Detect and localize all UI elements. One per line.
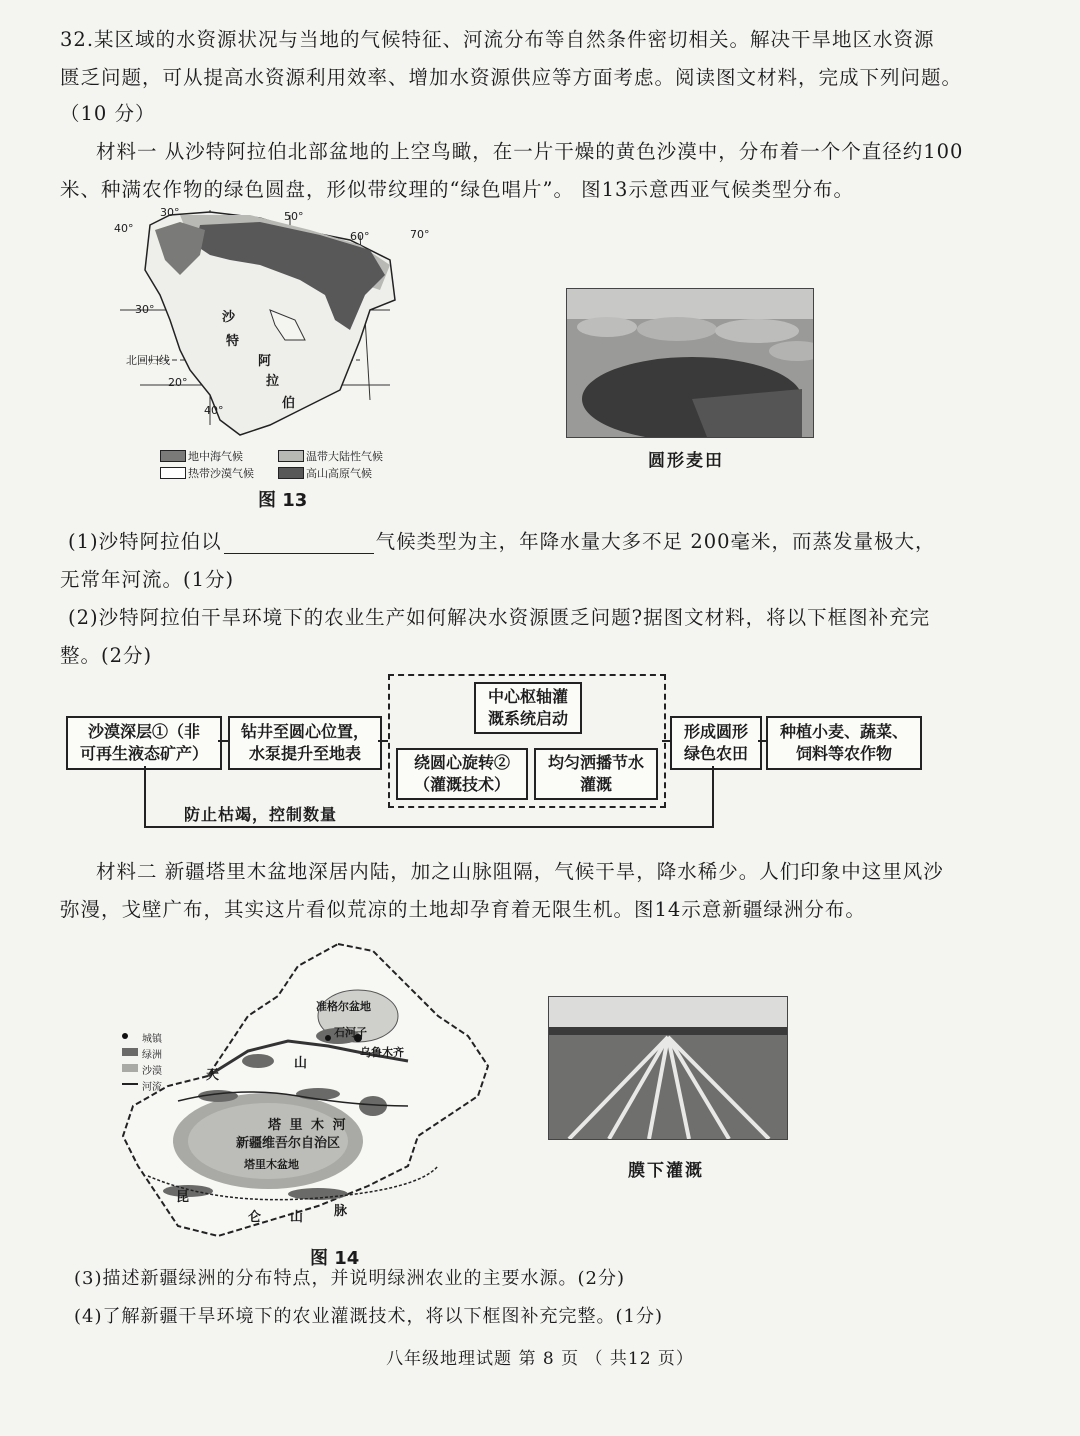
question-intro-line1: 32.某区域的水资源状况与当地的气候特征、河流分布等自然条件密切相关。解决干旱地区水资源 (60, 28, 935, 51)
figure14-caption: 图 14 (310, 1248, 360, 1269)
tianshan-char-2: 山 (294, 1056, 308, 1071)
q1-part2: 气候类型为主，年降水量大多不足 200毫米，而蒸发量极大， (375, 530, 936, 553)
tarim-river-label: 塔 里 木 河 (268, 1118, 348, 1133)
q1-line1 (68, 526, 936, 554)
lon-60-label: 60° (350, 230, 370, 243)
country-char-4: 拉 (266, 374, 280, 389)
feedback-line (144, 826, 714, 828)
legend-temperate: 温带大陆性气候 (306, 450, 383, 463)
country-char-5: 伯 (282, 396, 296, 411)
legend-desert-xj: 沙漠 (142, 1066, 162, 1077)
legend-swatch-desert (160, 467, 186, 479)
legend-mediterranean: 地中海气候 (188, 450, 243, 463)
legend-river: 河流 (142, 1082, 162, 1093)
kunlun-char-1: 昆 (176, 1190, 190, 1205)
flow-box-green-field: 形成圆形 绿色农田 (670, 716, 762, 770)
q2-line1: (2)沙特阿拉伯干旱环境下的农业生产如何解决水资源匮乏问题?据图文材料，将以下框图补充完 (68, 606, 931, 629)
legend-oasis: 绿洲 (142, 1050, 162, 1061)
region-label: 新疆维吾尔自治区 (236, 1136, 341, 1151)
film-irrigation-caption: 膜下灌溉 (628, 1161, 704, 1181)
legend-desert: 热带沙漠气候 (188, 467, 254, 480)
lat-20-label: 20° (168, 376, 188, 389)
feedback-line (144, 766, 146, 826)
material1-line1: 材料一 从沙特阿拉伯北部盆地的上空鸟瞰，在一片干燥的黄色沙漠中，分布着一个个直径约100 (96, 140, 964, 163)
lon-70-label: 70° (410, 228, 430, 241)
figure13-legend (160, 448, 400, 482)
legend-swatch-mediterranean (160, 450, 186, 462)
country-char-2: 特 (226, 334, 240, 349)
legend-river-swatch (122, 1083, 138, 1085)
q4-text: (4)了解新疆干旱环境下的农业灌溉技术，将以下框图补充完整。(1分) (74, 1306, 663, 1327)
circular-field-caption: 圆形麦田 (648, 451, 724, 471)
country-char-3: 阿 (258, 354, 272, 369)
kunlun-char-2: 仑 (248, 1210, 262, 1225)
legend-highland: 高山高原气候 (306, 467, 372, 480)
flow-box-well-pump: 钻井至圆心位置， 水泵提升至地表 (228, 716, 382, 770)
kunlun-char-3: 山 (290, 1210, 304, 1225)
lon-40-top-label: 40° (114, 222, 134, 235)
q1-line2: 无常年河流。(1分) (60, 568, 235, 591)
question-intro-line2: 匮乏问题，可从提高水资源利用效率、增加水资源供应等方面考虑。阅读图文材料，完成下列问题。 (60, 66, 963, 89)
q1-part1: (1)沙特阿拉伯以 (68, 530, 222, 553)
flow-box-pivot-start: 中心枢轴灌 溉系统启动 (474, 682, 582, 734)
connector-line (662, 740, 670, 742)
connector-line (218, 740, 228, 742)
legend-oasis-swatch (122, 1048, 138, 1056)
urumqi-label: 乌鲁木齐 (360, 1046, 404, 1059)
tarim-basin-label: 塔里木盆地 (244, 1158, 299, 1171)
lon-50-label: 50° (284, 210, 304, 223)
legend-swatch-temperate (278, 450, 304, 462)
lon-40-bottom-label: 40° (204, 404, 224, 417)
q2-line2: 整。(2分) (60, 644, 153, 667)
legend-town: 城镇 (142, 1034, 162, 1045)
lat-30-label: 30° (135, 303, 155, 316)
shihezi-label: 石河子 (334, 1026, 367, 1039)
country-char-1: 沙 (222, 310, 236, 325)
page-footer: 八年级地理试题 第 8 页 （ 共12 页） (386, 1349, 694, 1369)
legend-town-icon (122, 1033, 128, 1039)
flow-box-groundwater: 沙漠深层①（非 可再生液态矿产） (66, 716, 222, 770)
lon-30-label: 30° (160, 206, 180, 219)
connector-line (758, 740, 766, 742)
junggar-label: 准格尔盆地 (316, 1000, 371, 1013)
material2-line2: 弥漫，戈壁广布，其实这片看似荒凉的土地却孕育着无限生机。图14示意新疆绿洲分布。 (60, 898, 866, 921)
figure13-caption: 图 13 (258, 490, 308, 511)
material2-line1: 材料二 新疆塔里木盆地深居内陆，加之山脉阻隔，气候干旱，降水稀少。人们印象中这里风沙 (96, 860, 944, 883)
circular-field-photo (566, 288, 814, 438)
legend-desert-swatch (122, 1064, 138, 1072)
feedback-label: 防止枯竭，控制数量 (184, 805, 338, 824)
kunlun-char-4: 脉 (334, 1204, 348, 1219)
q3-text: (3)描述新疆绿洲的分布特点，并说明绿洲农业的主要水源。(2分) (74, 1268, 625, 1289)
material1-line2: 米、种满农作物的绿色圆盘，形似带纹理的“绿色唱片”。 图13示意西亚气候类型分布。 (60, 178, 854, 201)
tianshan-char-1: 天 (206, 1068, 220, 1083)
flow-box-even-spray: 均匀洒播节水 灌溉 (534, 748, 658, 800)
connector-line (378, 740, 388, 742)
q1-answer-blank[interactable] (224, 535, 374, 554)
legend-swatch-highland (278, 467, 304, 479)
film-irrigation-photo (548, 996, 788, 1140)
feedback-line (712, 766, 714, 828)
flow-box-crops: 种植小麦、蔬菜、 饲料等农作物 (766, 716, 922, 770)
tropic-label: 北回归线 (126, 354, 170, 367)
flow-box-rotate-irrigation: 绕圆心旋转② （灌溉技术） (396, 748, 528, 800)
question-score: （10 分） (60, 102, 156, 125)
figure14-legend (122, 1030, 182, 1100)
